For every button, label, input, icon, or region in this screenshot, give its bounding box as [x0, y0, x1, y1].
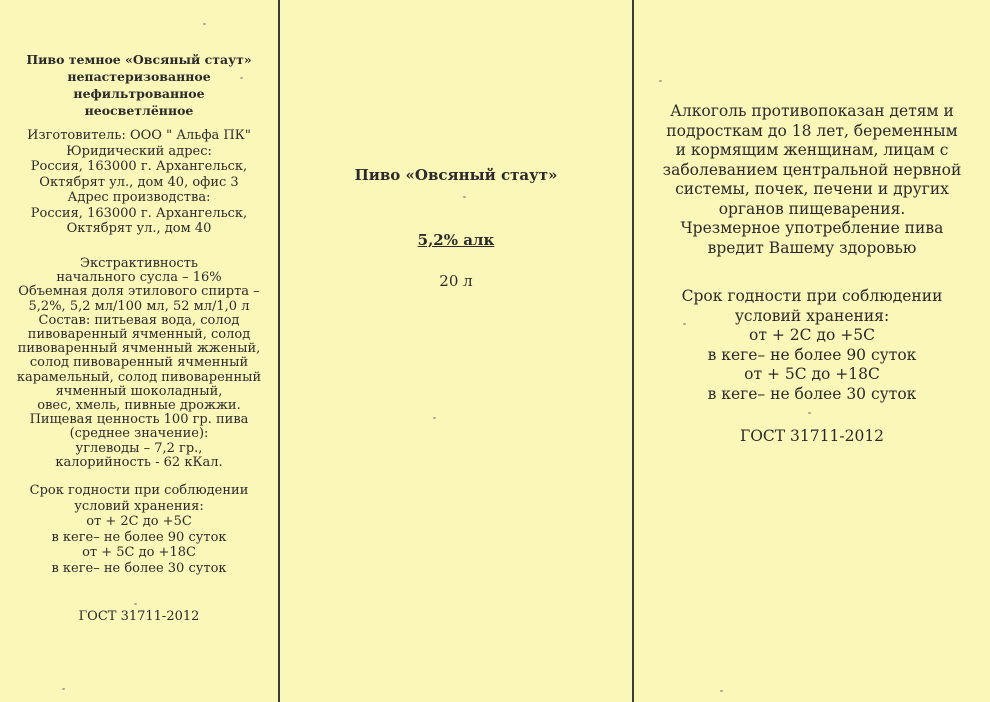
volume: 20 л — [439, 272, 473, 290]
product-name: Пиво «Овсяный стаут» — [354, 166, 558, 184]
composition-line: начального сусла – 16% — [56, 270, 222, 286]
shelf-line: от + 2С до +5С — [86, 514, 192, 529]
title-line: нефильтрованное — [73, 86, 205, 101]
scan-speck — [62, 688, 65, 690]
maker-line: Юридический адрес: — [66, 143, 212, 159]
shelf-life-block — [634, 287, 990, 404]
composition-line: калорийность - 62 кКал. — [55, 454, 223, 470]
composition-line: пивоваренный ячменный жженый, — [17, 341, 261, 357]
maker-line: Октябрят ул., дом 40 — [66, 221, 212, 236]
health-warning-block — [634, 102, 990, 258]
maker-line: Адрес производства: — [67, 190, 211, 205]
composition-line: Пищевая ценность 100 гр. пива — [29, 412, 249, 428]
shelf-line: от + 2С до +5С — [749, 326, 875, 344]
warning-line: заболеванием центральной нервной — [662, 160, 962, 179]
gost-standard: ГОСТ 31711-2012 — [739, 427, 885, 445]
composition-line: (среднее значение): — [69, 426, 209, 442]
scan-speck — [659, 80, 662, 82]
composition-line: 5,2%, 5,2 мл/100 мл, 52 мл/1,0 л — [28, 298, 250, 314]
maker-line: Россия, 163000 г. Архангельск, — [30, 205, 248, 221]
composition-line: солод пивоваренный ячменный — [29, 355, 249, 371]
scan-speck — [203, 23, 206, 25]
scan-speck — [240, 77, 243, 79]
scan-speck — [433, 417, 436, 419]
maker-line: Россия, 163000 г. Архангельск, — [30, 159, 248, 174]
warning-line: системы, почек, печени и других — [675, 180, 949, 198]
gost-text: ГОСТ 31711-2012 — [78, 609, 200, 624]
warning-line: Чрезмерное употребление пива — [680, 219, 944, 237]
left-panel — [0, 0, 278, 702]
warning-line: Алкоголь противопоказан детям и — [670, 102, 954, 120]
shelf-line: от + 5С до +18С — [744, 365, 880, 383]
warning-line: органов пищеварения. — [718, 199, 906, 218]
shelf-line: условий хранения: — [74, 498, 204, 514]
maker-line: Октябрят ул., дом 40, офис 3 — [39, 174, 239, 190]
shelf-line: в кеге– не более 90 суток — [51, 529, 227, 545]
title-line: непастеризованное — [67, 69, 211, 84]
composition-line: Состав: питьевая вода, солод — [38, 312, 240, 328]
composition-block — [0, 257, 278, 470]
scan-speck — [683, 323, 686, 325]
title-line: Пиво темное «Овсяный стаут» — [26, 52, 252, 67]
middle-panel — [280, 0, 632, 702]
warning-line: подросткам до 18 лет, беременным — [666, 121, 958, 140]
gost-standard — [0, 609, 278, 625]
maker-line: Изготовитель: ООО " Альфа ПК" — [27, 128, 251, 143]
scan-speck — [720, 690, 723, 692]
composition-line: карамельный, солод пивоваренный — [16, 369, 262, 385]
manufacturer-block — [0, 128, 278, 237]
product-title-block — [0, 51, 278, 119]
composition-line: овес, хмель, пивные дрожжи. — [37, 398, 241, 414]
warning-line: и кормящим женщинам, лицам с — [675, 141, 949, 159]
scan-speck — [463, 196, 466, 198]
scan-speck — [134, 603, 137, 605]
scan-speck — [808, 412, 811, 414]
composition-line: пивоваренный ячменный, солод — [27, 327, 251, 343]
shelf-line: Срок годности при соблюдении — [29, 483, 249, 498]
shelf-line: в кеге– не более 30 суток — [707, 384, 917, 403]
composition-line: углеводы – 7,2 гр., — [75, 440, 203, 456]
shelf-line: условий хранения: — [734, 306, 890, 325]
alcohol-content-wrap — [280, 230, 632, 249]
composition-line: Объемная доля этилового спирта – — [18, 284, 260, 300]
shelf-line: Срок годности при соблюдении — [681, 287, 943, 305]
title-line: неосветлённое — [84, 103, 194, 118]
warning-line: вредит Вашему здоровью — [707, 238, 917, 257]
composition-line: ячменный шоколадный, — [55, 383, 223, 399]
shelf-line: в кеге– не более 30 суток — [51, 560, 227, 576]
shelf-life-block — [0, 483, 278, 576]
composition-line: Экстрактивность — [80, 256, 198, 271]
shelf-line: от + 5С до +18С — [82, 545, 196, 560]
right-panel — [634, 0, 990, 702]
shelf-line: в кеге– не более 90 суток — [707, 345, 917, 364]
alcohol-content: 5,2% алк — [417, 231, 495, 249]
